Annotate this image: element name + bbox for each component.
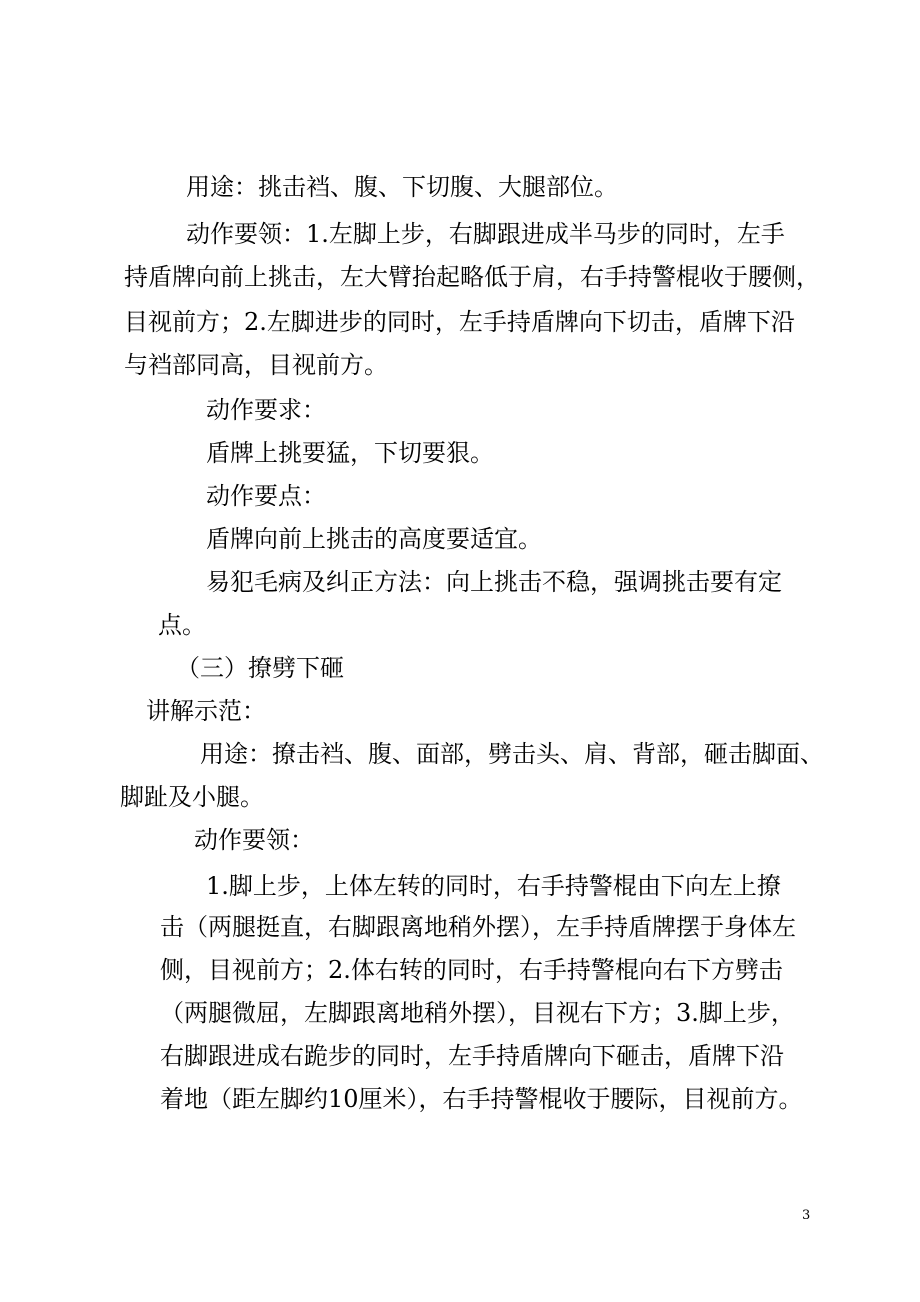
- text-line: 盾牌上挑要猛，下切要狠。: [206, 439, 494, 467]
- text-line: 动作要领：1.左脚上步，右脚跟进成半马步的同时，左手: [186, 220, 785, 248]
- page-number: 3: [802, 1208, 811, 1223]
- text-line: 动作要领：: [194, 826, 314, 854]
- text-line: 击（两腿挺直，右脚跟离地稍外摆），左手持盾牌摆于身体左: [160, 913, 796, 941]
- section-heading: （三）撩劈下砸: [176, 654, 344, 682]
- text-line: 侧，目视前方；2.体右转的同时，右手持警棍向右下方劈击: [160, 956, 783, 984]
- text-line: 着地（距左脚约10厘米），右手持警棍收于腰际，目视前方。: [160, 1085, 803, 1113]
- text-line: 持盾牌向前上挑击，左大臂抬起略低于肩，右手持警棍收于腰侧，: [124, 263, 820, 291]
- text-line: 1.脚上步，上体左转的同时，右手持警棍由下向左上撩: [206, 872, 781, 900]
- text-line: 右脚跟进成右跪步的同时，左手持盾牌向下砸击，盾牌下沿: [160, 1042, 784, 1070]
- text-line: （两腿微屈，左脚跟离地稍外摆），目视右下方；3.脚上步，: [160, 999, 795, 1027]
- text-line: 讲解示范：: [146, 697, 266, 725]
- text-line: 脚趾及小腿。: [120, 783, 264, 811]
- text-line: 目视前方；2.左脚进步的同时，左手持盾牌向下切击，盾牌下沿: [124, 308, 795, 336]
- text-line: 用途：撩击裆、腹、面部，劈击头、肩、背部，砸击脚面、: [200, 740, 824, 768]
- text-line: 动作要求：: [206, 396, 326, 424]
- text-line: 用途：挑击裆、腹、下切腹、大腿部位。: [186, 173, 618, 201]
- text-line: 易犯毛病及纠正方法：向上挑击不稳，强调挑击要有定: [206, 568, 782, 596]
- text-line: 动作要点：: [206, 482, 326, 510]
- text-line: 与裆部同高，目视前方。: [124, 351, 388, 379]
- text-line: 点。: [158, 611, 206, 639]
- text-line: 盾牌向前上挑击的高度要适宜。: [206, 525, 542, 553]
